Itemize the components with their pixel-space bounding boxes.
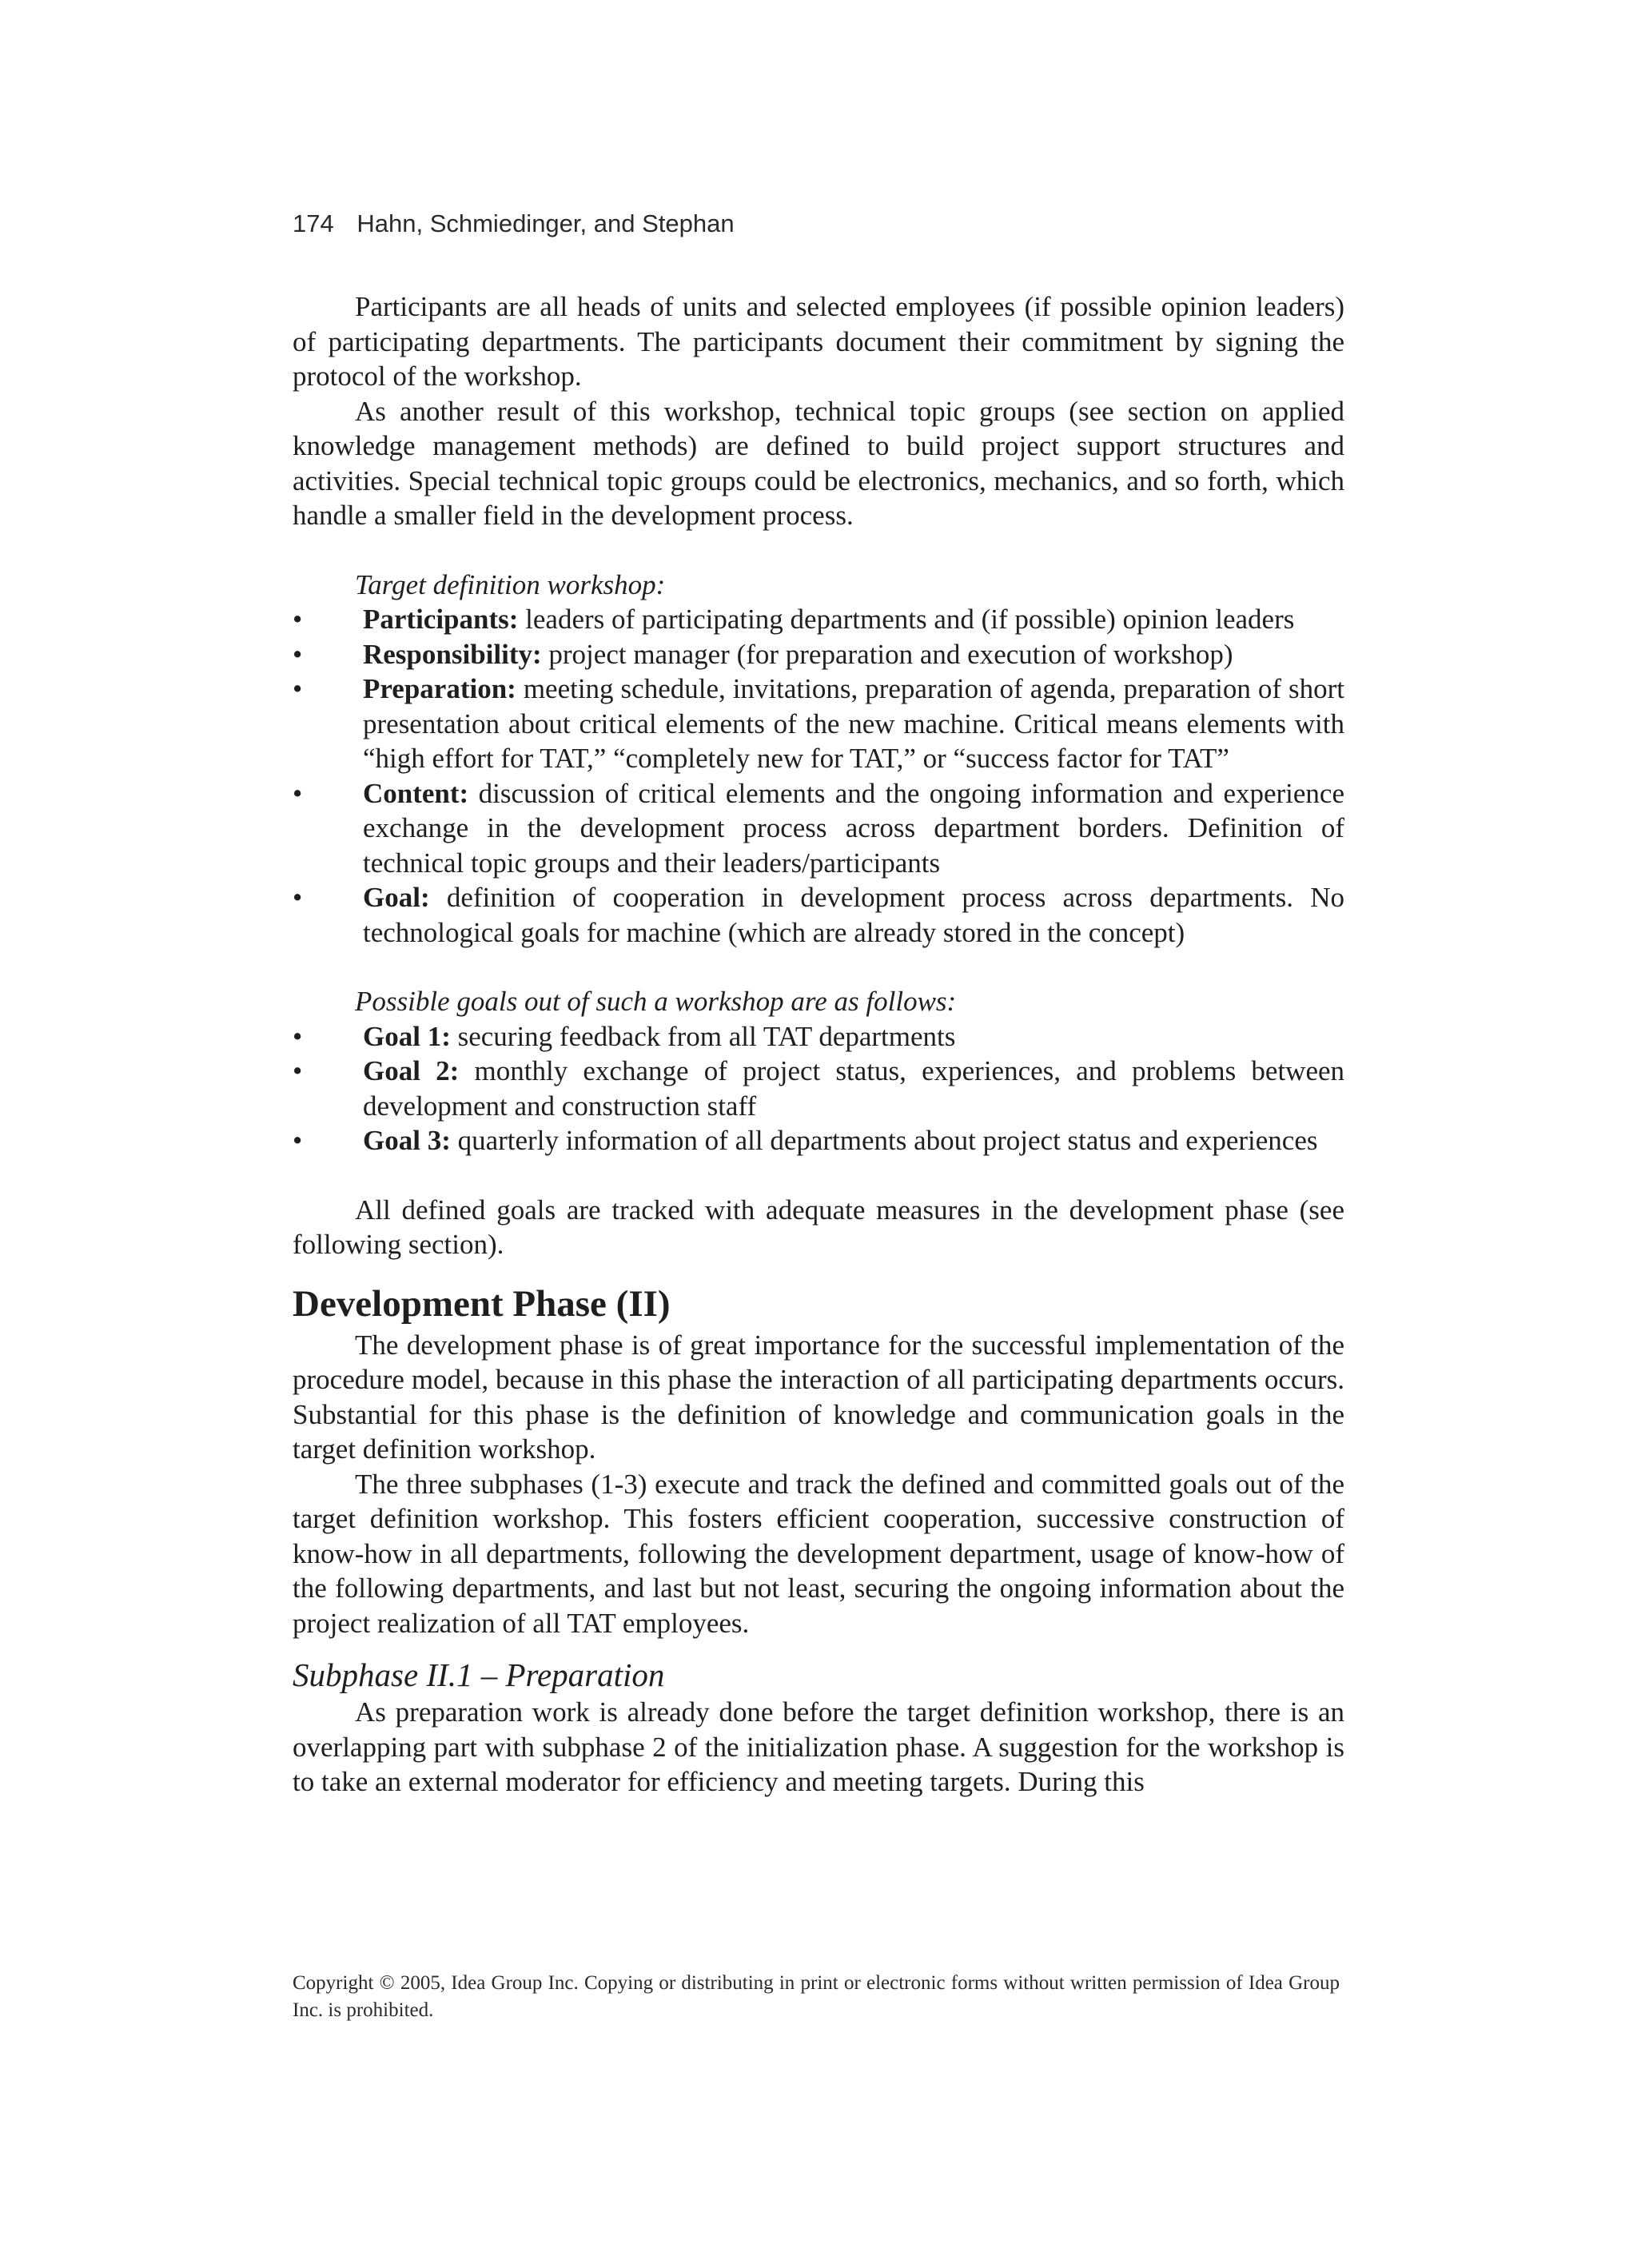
- list-term: Content:: [363, 777, 469, 809]
- bullet-icon: •: [293, 673, 303, 704]
- paragraph: All defined goals are tracked with adequate measures in the development phase (see following section).: [293, 1194, 1344, 1260]
- list-term: Goal 3:: [363, 1125, 451, 1156]
- subsection-heading: Subphase II.1 – Preparation: [293, 1656, 665, 1693]
- list-item: [293, 1054, 1344, 1123]
- list-item: [293, 1019, 1344, 1054]
- workshop-list-label: Target definition workshop:: [355, 568, 666, 600]
- bullet-icon: •: [293, 882, 303, 913]
- list-item: [293, 637, 1344, 672]
- paragraph: As preparation work is already done before the target definition workshop, there is an overlapping part with subphase 2 of the initialization phase. A suggestion for the workshop is to take an external moderator for efficiency and meeting targets. During this: [293, 1696, 1344, 1797]
- list-text: securing feedback from all TAT departments: [457, 1020, 956, 1052]
- paragraph: Participants are all heads of units and selected employees (if possible opinion leaders) of participating departments. The participants document their commitment by signing the protocol of the workshop.: [293, 291, 1344, 392]
- list-text: quarterly information of all departments about project status and experiences: [457, 1125, 1318, 1156]
- list-text: discussion of critical elements and the ongoing information and experience exchange in the development process across department borders. Definition of technical topic groups and their leaders/participants: [363, 777, 1344, 879]
- page-body: [293, 289, 1344, 1800]
- list-item: [293, 672, 1344, 776]
- list-text: project manager (for preparation and execution of workshop): [548, 638, 1233, 670]
- bullet-icon: •: [293, 1020, 303, 1052]
- list-text: definition of cooperation in development process across departments. No technological goals for machine (which are already stored in the concept): [363, 882, 1344, 948]
- paragraph: The development phase is of great importance for the successful implementation of the procedure model, because in this phase the interaction of all participating departments occurs. Substantial for this phase is the definition of knowledge and communication goals in the target definition workshop.: [293, 1329, 1344, 1465]
- list-term: Participants:: [363, 604, 519, 635]
- paragraph: The three subphases (1-3) execute and track the defined and committed goals out of the target definition workshop. This fosters efficient cooperation, successive construction of know-how in all departments, following the development department, usage of know-how of the following departments, and last but not least, securing the ongoing information about the project realization of all TAT employees.: [293, 1468, 1344, 1639]
- list-item: [293, 602, 1344, 637]
- bullet-icon: •: [293, 1055, 303, 1086]
- list-text: leaders of participating departments and (if possible) opinion leaders: [525, 604, 1295, 635]
- paragraph: As another result of this workshop, technical topic groups (see section on applied knowledge management methods) are defined to build project support structures and activities. Special technical topic groups could be electronics, mechanics, and so forth, which handle a smaller field in the development process.: [293, 395, 1344, 531]
- list-term: Preparation:: [363, 673, 516, 704]
- list-term: Goal 2:: [363, 1055, 460, 1086]
- running-head: [293, 209, 735, 238]
- list-item: [293, 1123, 1344, 1158]
- list-item: [293, 776, 1344, 881]
- bullet-icon: •: [293, 638, 303, 670]
- list-term: Goal:: [363, 882, 430, 913]
- bullet-icon: •: [293, 604, 303, 635]
- page-number: 174: [293, 209, 334, 237]
- bullet-icon: •: [293, 1125, 303, 1156]
- copyright-notice: Copyright © 2005, Idea Group Inc. Copying or distributing in print or electronic forms without written permission of Idea Group Inc. is prohibited.: [293, 1972, 1340, 2021]
- list-term: Responsibility:: [363, 638, 542, 670]
- list-text: monthly exchange of project status, experiences, and problems between development and construction staff: [363, 1055, 1345, 1122]
- goals-list-label: Possible goals out of such a workshop are as follows:: [355, 986, 957, 1017]
- authors: Hahn, Schmiedinger, and Stephan: [356, 209, 735, 237]
- list-text: meeting schedule, invitations, preparation of agenda, preparation of short presentation about critical elements of the new machine. Critical means elements with “high effort for TAT,” “completely new for TAT,” or “success factor for TAT”: [363, 673, 1345, 774]
- bullet-icon: •: [293, 777, 303, 809]
- section-heading: Development Phase (II): [293, 1282, 671, 1325]
- goals-list: [293, 1019, 1344, 1158]
- workshop-list: [293, 602, 1344, 950]
- list-item: [293, 880, 1344, 950]
- list-term: Goal 1:: [363, 1020, 451, 1052]
